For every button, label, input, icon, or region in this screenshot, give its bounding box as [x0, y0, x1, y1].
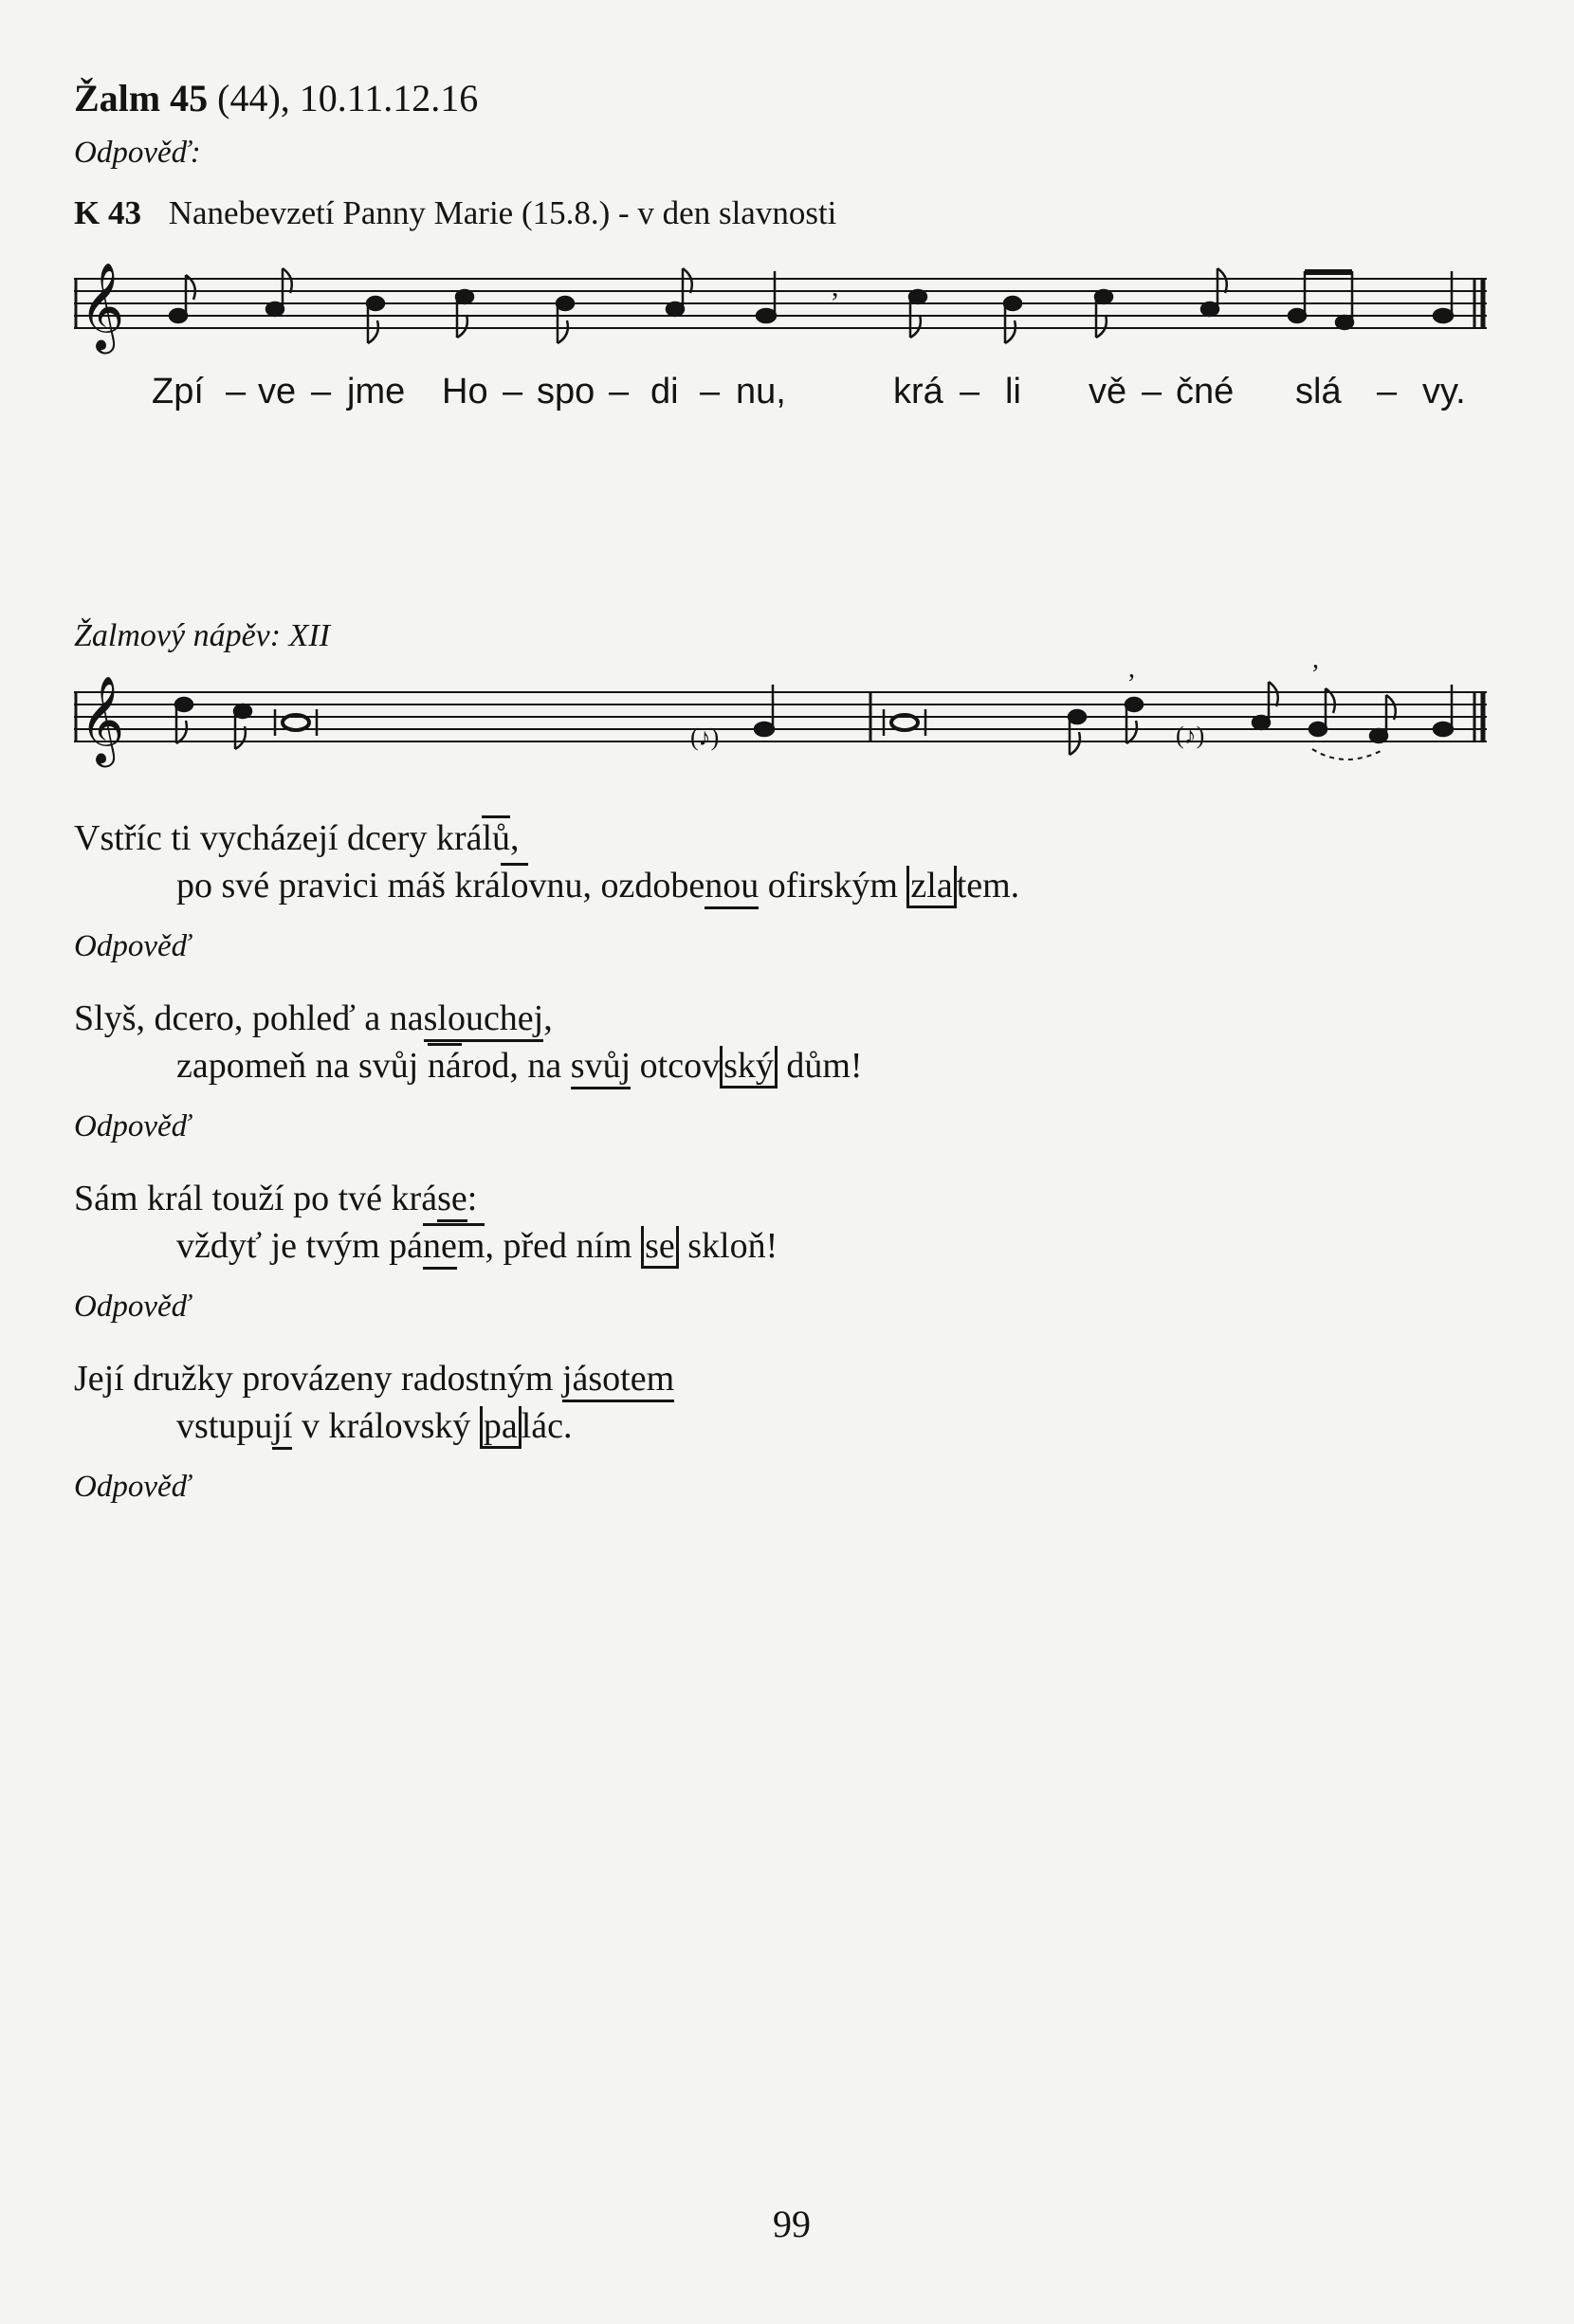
- lyric-syllable: –: [226, 372, 247, 412]
- svg-text:,: ,: [1128, 654, 1135, 684]
- psalm-label: Žalm 45: [74, 77, 209, 119]
- lyric-syllable: di: [650, 372, 679, 412]
- verse-line: Slyš, dcero, pohleď a naslouchej,: [74, 998, 553, 1042]
- lyric-syllable: –: [960, 372, 980, 412]
- occasion: Nanebevzetí Panny Marie (15.8.) - v den slavnosti: [168, 194, 837, 231]
- lyric-syllable: –: [311, 372, 332, 412]
- lyric-syllable: vy.: [1422, 372, 1466, 412]
- lyric-syllable: –: [1142, 372, 1162, 412]
- lyric-syllable: slá: [1295, 372, 1342, 412]
- verse-line: Sám král touží po tvé kráse:: [74, 1179, 477, 1222]
- lyric-syllable: jme: [347, 372, 406, 412]
- verse-line: po své pravici máš královnu, ozdobenou ofirským zla tem.: [176, 865, 1019, 906]
- treble-clef-icon: 𝄞: [80, 675, 125, 763]
- verse-line: zapomeň na svůj národ, na svůj otcov ský dům!: [176, 1045, 863, 1087]
- response-marker: Odpověď: [74, 1109, 191, 1144]
- verse-1: [74, 817, 1019, 906]
- psalm-tone-label: Žalmový nápěv: XII: [74, 618, 331, 653]
- verse-line: Její družky provázeny radostným jásotem: [74, 1359, 674, 1402]
- svg-text:(♪): (♪): [1176, 722, 1205, 749]
- page-number: 99: [773, 2203, 811, 2245]
- lyric-syllable: –: [609, 372, 630, 412]
- lyric-syllable: nu,: [736, 372, 786, 412]
- response-label: Odpověď:: [74, 136, 201, 170]
- verse-4: [74, 1358, 674, 1447]
- response-marker: Odpověď: [74, 1290, 191, 1324]
- verse-line: vstupují v královský pa lác.: [176, 1405, 674, 1447]
- svg-text:(♪): (♪): [690, 723, 720, 751]
- lyric-syllable: Ho: [442, 372, 488, 412]
- verse-3: [74, 1178, 778, 1267]
- treble-clef-icon: 𝄞: [80, 262, 125, 350]
- k-number: K 43: [74, 194, 141, 231]
- verse-line: vždyť je tvým pánem, před ním se skloň!: [176, 1225, 778, 1267]
- lyric-syllable: čné: [1176, 372, 1235, 412]
- svg-text:,: ,: [832, 271, 839, 302]
- lyric-syllable: li: [1005, 372, 1021, 412]
- verse-line: Vstříc ti vycházejí dcery králů,: [74, 815, 520, 858]
- antiphon-staff: [74, 279, 1487, 328]
- lyric-syllable: krá: [893, 372, 943, 412]
- lyric-syllable: –: [1377, 372, 1398, 412]
- lyric-syllable: ve: [258, 372, 297, 412]
- svg-text:,: ,: [1312, 645, 1319, 674]
- lyric-syllable: –: [503, 372, 523, 412]
- lyric-syllable: spo: [537, 372, 595, 412]
- response-marker: Odpověď: [74, 1470, 191, 1504]
- psalm-reference: (44), 10.11.12.16: [217, 77, 479, 119]
- response-marker: Odpověď: [74, 929, 191, 963]
- verse-2: [74, 997, 863, 1087]
- lyric-syllable: vě: [1089, 372, 1127, 412]
- lyric-syllable: Zpí: [152, 372, 204, 412]
- lyric-syllable: –: [700, 372, 721, 412]
